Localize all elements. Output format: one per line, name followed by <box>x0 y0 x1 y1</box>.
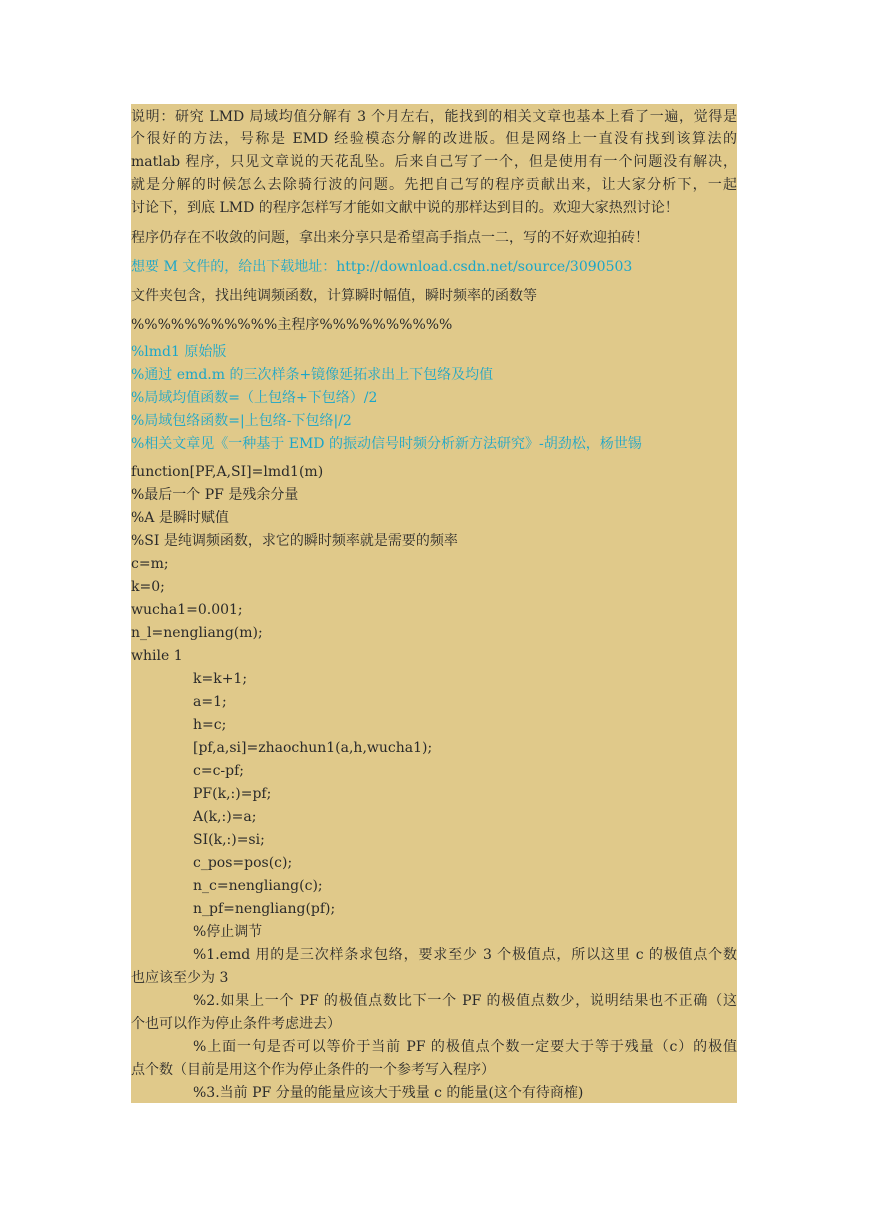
code-line: wucha1=0.001; <box>131 602 243 618</box>
code-line: PF(k,:)=pf; <box>193 786 272 802</box>
code-line: k=0; <box>131 579 165 595</box>
code-line: k=k+1; <box>193 671 248 687</box>
note-text: 程序仍存在不收敛的问题，拿出来分享只是希望高手指点一二，写的不好欢迎拍砖！ <box>131 230 649 246</box>
code-line: %最后一个 PF 是残余分量 <box>131 487 299 503</box>
code-line: c_pos=pos(c); <box>193 855 293 871</box>
code-line: n_pf=nengliang(pf); <box>193 901 336 917</box>
intro-line: 个很好的方法，号称是 EMD 经验模态分解的改进版。但是网络上一直没有找到该算法的 <box>131 131 737 147</box>
code-line: %停止调节 <box>193 924 263 940</box>
intro-line: 讨论下，到底 LMD 的程序怎样写才能如文献中说的那样达到目的。欢迎大家热烈讨论！ <box>131 200 679 216</box>
code-comment: %相关文章见《一种基于 EMD 的振动信号时频分析新方法研究》-胡劲松，杨世锡 <box>131 436 642 452</box>
code-line: n_l=nengliang(m); <box>131 625 263 641</box>
note-line: 点个数（目前是用这个作为停止条件的一个参考写入程序） <box>131 1062 495 1078</box>
code-line: a=1; <box>193 694 227 710</box>
code-comment: %局域均值函数=（上包络+下包络）/2 <box>131 390 378 406</box>
intro-line: 就是分解的时候怎么去除骑行波的问题。先把自己写的程序贡献出来，让大家分析下，一起 <box>131 177 737 193</box>
download-link[interactable]: 想要 M 文件的，给出下载地址：http://download.csdn.net/source/3090503 <box>131 259 633 275</box>
code-line: A(k,:)=a; <box>193 809 257 825</box>
code-line: while 1 <box>131 648 183 664</box>
code-line: h=c; <box>193 717 227 733</box>
intro-line: matlab 程序，只见文章说的天花乱坠。后来自己写了一个，但是使用有一个问题没有解决， <box>131 154 737 170</box>
note-line: 个也可以作为停止条件考虑进去） <box>131 1016 341 1032</box>
intro-line: 说明：研究 LMD 局域均值分解有 3 个月左右，能找到的相关文章也基本上看了一遍，觉得是 <box>131 109 737 125</box>
note-line: %1.emd 用的是三次样条求包络，要求至少 3 个极值点，所以这里 c 的极值点个数 <box>193 947 737 963</box>
folder-text: 文件夹包含，找出纯调频函数，计算瞬时幅值，瞬时频率的函数等 <box>131 288 537 304</box>
code-comment: %lmd1 原始版 <box>131 344 227 360</box>
main-program-header: %%%%%%%%%%%主程序%%%%%%%%%% <box>131 317 453 333</box>
note-line: %3.当前 PF 分量的能量应该大于残量 c 的能量(这个有待商榷) <box>193 1085 584 1101</box>
code-comment: %局域包络函数=|上包络-下包络|/2 <box>131 413 352 429</box>
code-line: function[PF,A,SI]=lmd1(m) <box>131 464 324 480</box>
note-line: %上面一句是否可以等价于当前 PF 的极值点个数一定要大于等于残量（c）的极值 <box>193 1039 737 1055</box>
note-line: %2.如果上一个 PF 的极值点数比下一个 PF 的极值点数少，说明结果也不正确（这 <box>193 993 737 1009</box>
code-line: %A 是瞬时赋值 <box>131 510 229 526</box>
code-line: SI(k,:)=si; <box>193 832 265 848</box>
code-line: c=m; <box>131 556 169 572</box>
code-line: n_c=nengliang(c); <box>193 878 323 894</box>
note-line: 也应该至少为 3 <box>131 970 229 986</box>
code-line: c=c-pf; <box>193 763 245 779</box>
code-line: [pf,a,si]=zhaochun1(a,h,wucha1); <box>193 740 433 756</box>
code-line: %SI 是纯调频函数，求它的瞬时频率就是需要的频率 <box>131 533 458 549</box>
code-comment: %通过 emd.m 的三次样条+镜像延拓求出上下包络及均值 <box>131 367 494 383</box>
